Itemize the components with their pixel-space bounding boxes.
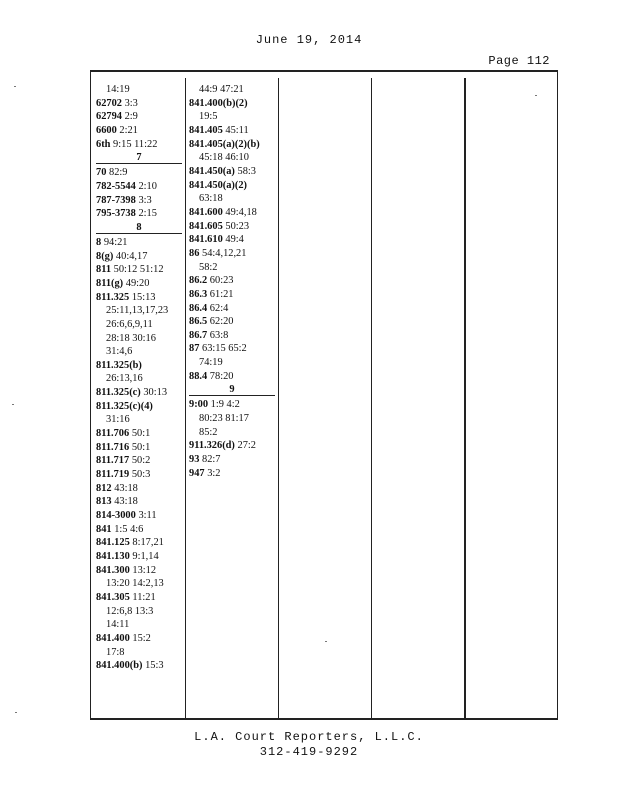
- column-divider: [278, 78, 279, 718]
- index-references: 3:3: [124, 97, 138, 109]
- index-entry: [96, 523, 184, 537]
- index-references: 82:7: [202, 454, 221, 466]
- index-term: 811.325: [96, 291, 130, 303]
- index-entry: [189, 356, 277, 370]
- index-term: 841.130: [96, 551, 130, 562]
- index-entry: [189, 453, 277, 467]
- index-entry: [96, 468, 184, 482]
- index-references: 58:3: [237, 165, 256, 177]
- index-references: 27:2: [237, 440, 256, 452]
- index-entry: [189, 138, 277, 152]
- index-term: 841.450(a): [189, 165, 235, 177]
- index-term: 841.400(b): [96, 660, 143, 672]
- index-entry: [189, 124, 277, 138]
- index-column-4: [374, 72, 462, 718]
- index-term: 6600: [96, 124, 117, 136]
- index-references: 1:9 4:2: [210, 399, 240, 411]
- index-references: 30:13: [143, 387, 168, 399]
- index-term: 70: [96, 167, 107, 179]
- index-entry: [96, 97, 184, 111]
- scan-speck: [12, 404, 14, 405]
- index-term: 87: [189, 343, 200, 355]
- index-entry: [96, 194, 184, 208]
- index-references: 60:23: [209, 275, 234, 287]
- index-entry: [189, 220, 277, 234]
- column-divider: [464, 78, 466, 718]
- index-entry: [96, 454, 184, 468]
- index-term: 812: [96, 482, 112, 494]
- index-entry: [189, 426, 277, 440]
- index-entry: [189, 467, 277, 481]
- index-term: 841.600: [189, 206, 223, 218]
- index-entry: [96, 138, 184, 152]
- index-term: 841.300: [96, 564, 130, 576]
- index-entry: [189, 302, 277, 316]
- index-references: 26:6,6,9,11: [106, 318, 153, 330]
- index-references: 40:4,17: [115, 250, 148, 262]
- index-references: 2:10: [138, 180, 157, 192]
- index-references: 31:16: [106, 414, 130, 426]
- column-divider: [371, 78, 372, 718]
- index-term: 841.125: [96, 537, 130, 549]
- index-entry: [96, 291, 184, 305]
- index-references: 49:20: [125, 277, 150, 289]
- index-entry: [96, 427, 184, 441]
- index-term: 811.716: [96, 441, 130, 453]
- index-term: 841: [96, 523, 112, 535]
- index-entry: [96, 536, 184, 550]
- index-references: 54:4,12,21: [202, 247, 247, 259]
- index-term: 811.706: [96, 428, 130, 440]
- index-references: 15:3: [145, 660, 164, 672]
- index-entry: [96, 236, 184, 250]
- index-entry: [189, 261, 277, 275]
- index-term: 86: [189, 247, 200, 259]
- index-references: 63:15 65:2: [202, 343, 247, 355]
- index-entry: [189, 192, 277, 206]
- index-entry: [189, 247, 277, 261]
- index-references: 94:21: [103, 236, 128, 248]
- index-references: 3:3: [138, 194, 152, 206]
- index-entry: [96, 124, 184, 138]
- index-column-3: [281, 72, 369, 718]
- footer-company: L.A. Court Reporters, L.L.C.: [194, 730, 424, 744]
- index-references: 78:20: [209, 370, 234, 382]
- index-entry: [189, 206, 277, 220]
- index-term: 811: [96, 264, 112, 276]
- index-references: 50:12 51:12: [113, 264, 164, 276]
- index-references: 45:11: [225, 124, 249, 136]
- index-entry: [96, 263, 184, 277]
- index-entry: [189, 398, 277, 412]
- index-term: 841.405: [189, 124, 223, 136]
- index-section-heading: 9: [189, 383, 275, 396]
- index-section-heading: 8: [96, 221, 182, 234]
- index-term: 795-3738: [96, 208, 136, 220]
- index-references: 2:21: [119, 124, 138, 136]
- index-references: 11:21: [132, 591, 156, 603]
- index-entry: [96, 509, 184, 523]
- index-section-heading: 7: [96, 151, 182, 164]
- index-term: 811.325(b): [96, 359, 142, 371]
- index-references: 62:20: [209, 316, 234, 328]
- index-references: 26:13,16: [106, 373, 143, 385]
- index-entry: [189, 342, 277, 356]
- index-entry: [96, 605, 184, 619]
- index-term: 841.405(a)(2)(b): [189, 138, 260, 150]
- index-references: 25:11,13,17,23: [106, 305, 169, 317]
- index-entry: [96, 441, 184, 455]
- word-index-table: [90, 70, 558, 720]
- index-references: 74:19: [199, 357, 223, 369]
- index-references: 15:2: [132, 632, 151, 644]
- index-term: 86.5: [189, 316, 208, 328]
- index-term: 841.400(b)(2): [189, 97, 248, 109]
- index-references: 2:15: [138, 208, 157, 220]
- index-term: 811.325(c)(4): [96, 400, 153, 412]
- index-references: 63:8: [209, 329, 229, 341]
- index-entry: [96, 207, 184, 221]
- index-entry: [96, 166, 184, 180]
- index-column-2: [189, 72, 277, 718]
- index-term: 787-7398: [96, 194, 136, 206]
- index-term: 62794: [96, 111, 122, 123]
- index-entry: [189, 315, 277, 329]
- index-references: 58:2: [199, 261, 218, 273]
- index-entry: [96, 646, 184, 660]
- index-references: 3:2: [207, 467, 221, 479]
- index-references: 49:4,18: [225, 206, 257, 218]
- index-term: 86.2: [189, 275, 208, 287]
- index-term: 88.4: [189, 370, 208, 382]
- index-entry: [189, 288, 277, 302]
- index-term: 841.610: [189, 234, 223, 246]
- scan-speck: [14, 86, 16, 87]
- index-term: 782-5544: [96, 180, 136, 192]
- index-term: 813: [96, 496, 112, 508]
- index-references: 31:4,6: [106, 346, 133, 358]
- index-term: 8(g): [96, 250, 114, 262]
- index-references: 43:18: [114, 482, 138, 494]
- index-references: 9:15 11:22: [113, 138, 158, 150]
- index-entry: [96, 277, 184, 291]
- index-entry: [96, 304, 184, 318]
- index-term: 811.717: [96, 455, 130, 467]
- index-term: 814-3000: [96, 510, 136, 522]
- index-term: 841.305: [96, 591, 130, 603]
- index-term: 841.450(a)(2): [189, 179, 248, 191]
- scan-speck: [325, 641, 327, 642]
- transcript-date: June 19, 2014: [255, 33, 363, 47]
- index-term: 841.400: [96, 632, 130, 644]
- index-entry: [189, 151, 277, 165]
- index-references: 14:19: [106, 84, 130, 95]
- index-term: 86.7: [189, 329, 208, 341]
- scan-speck: [535, 95, 537, 96]
- index-references: 19:5: [199, 111, 218, 123]
- index-term: 86.3: [189, 288, 208, 300]
- index-references: 1:5 4:6: [114, 523, 144, 535]
- index-entry: [189, 370, 277, 384]
- index-references: 2:9: [124, 111, 138, 123]
- index-entry: [189, 274, 277, 288]
- index-entry: [96, 618, 184, 632]
- index-references: 13:12: [132, 564, 157, 576]
- index-entry: [96, 332, 184, 346]
- index-term: 841.605: [189, 220, 223, 232]
- index-references: 14:11: [106, 619, 130, 631]
- index-references: 17:8: [106, 646, 125, 658]
- index-term: 93: [189, 454, 200, 466]
- index-references: 43:18: [114, 496, 138, 508]
- index-entry: [96, 110, 184, 124]
- index-entry: [96, 632, 184, 646]
- index-entry: [96, 564, 184, 578]
- index-references: 50:1: [131, 441, 151, 453]
- index-references: 13:20 14:2,13: [106, 578, 164, 590]
- index-references: 9:1,14: [132, 551, 159, 562]
- index-references: 3:11: [138, 510, 157, 522]
- index-entry: [96, 400, 184, 414]
- index-references: 12:6,8 13:3: [106, 605, 154, 617]
- index-entry: [96, 413, 184, 427]
- index-entry: [189, 329, 277, 343]
- index-references: 80:23 81:17: [199, 413, 249, 425]
- index-references: 50:1: [131, 428, 151, 440]
- index-entry: [96, 550, 184, 564]
- index-entry: [189, 97, 277, 111]
- index-entry: [96, 591, 184, 605]
- index-term: 6th: [96, 138, 111, 150]
- index-references: 15:13: [131, 291, 156, 303]
- index-entry: [189, 110, 277, 124]
- index-entry: [96, 386, 184, 400]
- index-entry: [96, 83, 184, 97]
- index-references: 44:9 47:21: [199, 84, 244, 95]
- index-entry: [96, 659, 184, 673]
- index-references: 49:4: [225, 234, 244, 246]
- index-references: 61:21: [209, 288, 234, 300]
- page-number: Page 112: [488, 54, 550, 68]
- scan-speck: [15, 712, 17, 713]
- index-term: 62702: [96, 97, 122, 109]
- index-column-1: [96, 72, 184, 718]
- index-references: 50:3: [131, 469, 151, 481]
- index-entry: [96, 482, 184, 496]
- index-term: 86.4: [189, 302, 208, 314]
- index-entry: [96, 372, 184, 386]
- index-entry: [189, 412, 277, 426]
- index-references: 62:4: [209, 302, 229, 314]
- index-entry: [96, 345, 184, 359]
- index-entry: [189, 233, 277, 247]
- index-term: 811.719: [96, 469, 130, 481]
- footer-phone: 312-419-9292: [259, 745, 359, 759]
- index-term: 811.325(c): [96, 387, 141, 399]
- index-entry: [96, 577, 184, 591]
- index-entry: [189, 179, 277, 193]
- index-entry: [96, 318, 184, 332]
- index-references: 85:2: [199, 426, 218, 438]
- index-entry: [96, 495, 184, 509]
- index-entry: [96, 250, 184, 264]
- index-references: 8:17,21: [132, 537, 164, 549]
- index-references: 50:2: [131, 455, 151, 467]
- index-entry: [96, 359, 184, 373]
- index-entry: [189, 439, 277, 453]
- index-references: 28:18 30:16: [106, 332, 156, 344]
- index-references: 63:18: [199, 193, 223, 205]
- column-divider: [185, 78, 186, 718]
- index-term: 947: [189, 467, 205, 479]
- index-references: 50:23: [225, 220, 250, 232]
- index-term: 8: [96, 236, 102, 248]
- index-entry: [96, 180, 184, 194]
- index-column-5: [468, 72, 554, 718]
- index-entry: [189, 83, 277, 97]
- index-term: 811(g): [96, 277, 124, 289]
- index-term: 9:00: [189, 399, 209, 411]
- index-references: 82:9: [109, 167, 128, 179]
- index-references: 45:18 46:10: [199, 152, 249, 164]
- index-term: 911.326(d): [189, 440, 235, 452]
- index-entry: [189, 165, 277, 179]
